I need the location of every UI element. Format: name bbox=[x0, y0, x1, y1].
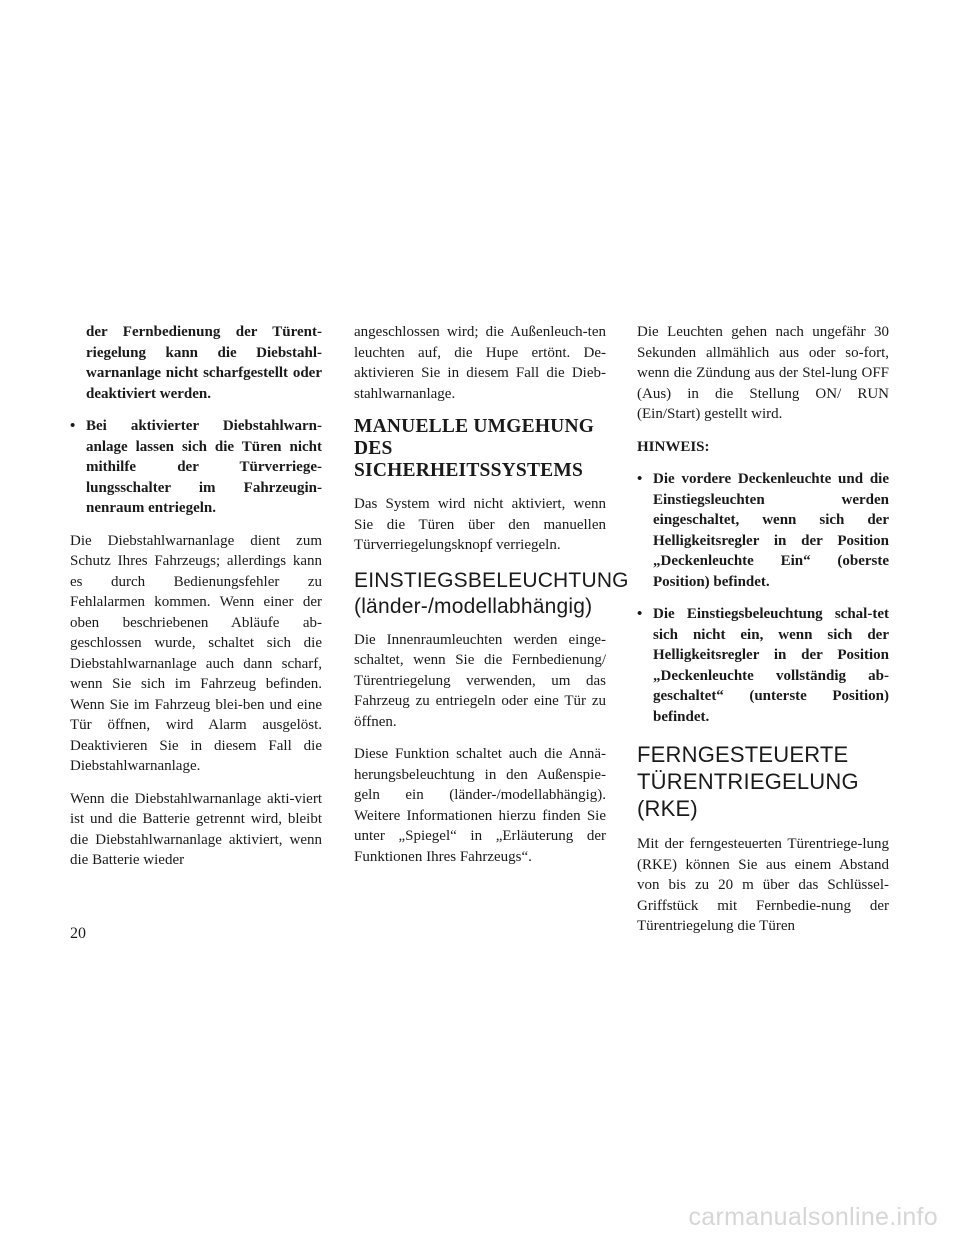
continued-bullet-text: der Fernbedienung der Türent-riegelung kann die Diebstahl-warnanlage nicht scharfgestellt oder deaktiviert werden. bbox=[86, 324, 322, 402]
bullet-icon: • bbox=[70, 418, 76, 434]
section-heading-rke bbox=[637, 741, 889, 822]
paragraph: Diese Funktion schaltet auch die Annä-herungsbeleuchtung in den Außenspie-geln ein (länder-/modellabhängig). Weitere Informationen hierzu finden Sie unter „Spiegel“ in „Erläuterung der Funktionen Ihres Fahrzeugs“. bbox=[354, 746, 606, 865]
heading-line: TÜRENTRIEGELUNG bbox=[637, 769, 859, 794]
section-heading-manual-override: MANUELLE UMGEHUNG DES SICHERHEITSSYSTEMS bbox=[354, 416, 595, 481]
paragraph: Wenn die Diebstahlwarnanlage akti-viert ist und die Batterie getrennt wird, bleibt die Diebstahlwarnanlage aktiviert, wenn die Batterie wieder bbox=[70, 790, 322, 868]
column-1 bbox=[70, 322, 322, 883]
paragraph: Die Innenraumleuchten werden einge-schaltet, wenn Sie die Fernbedienung/ Türentriegelung verwenden, um das Fahrzeug zu entriegeln oder eine Tür zu öffnen. bbox=[354, 631, 606, 730]
bullet-icon: • bbox=[637, 471, 643, 487]
note-label: HINWEIS: bbox=[637, 438, 710, 455]
paragraph: Die Leuchten gehen nach ungefähr 30 Sekunden allmählich aus oder so-fort, wenn die Zündung aus der Stel-lung OFF (Aus) in die Stellung ON/ RUN (Ein/Start) gestellt wird. bbox=[637, 324, 889, 422]
column-3 bbox=[637, 322, 889, 949]
paragraph: angeschlossen wird; die Außenleuch-ten leuchten auf, die Hupe ertönt. De-aktivieren Sie in diesem Fall die Dieb-stahlwarnanlage. bbox=[354, 324, 606, 402]
bullet-item bbox=[637, 469, 889, 592]
watermark-text: carmanualsonline.info bbox=[688, 1203, 938, 1231]
heading-line: (länder-/modellabhängig) bbox=[354, 594, 593, 618]
bullet-icon: • bbox=[637, 606, 643, 622]
paragraph: Mit der ferngesteuerten Türentriege-lung (RKE) können Sie aus einem Abstand von bis zu 20 m über das Schlüssel-Griffstück mit Fernbedie-nung der Türentriegelung die Türen bbox=[637, 836, 889, 934]
bullet-text: Die vordere Deckenleuchte und die Einstiegsleuchten werden eingeschaltet, wenn sich der Helligkeitsregler in der Position „Deckenleuchte Ein“ (oberste Position) befindet. bbox=[653, 471, 889, 590]
bullet-text: Bei aktivierter Diebstahlwarn-anlage lassen sich die Türen nicht mithilfe der Türverriege-lungsschalter im Fahrzeugin-nenraum entriegeln. bbox=[86, 418, 322, 516]
bullet-item bbox=[637, 604, 889, 727]
paragraph: Die Diebstahlwarnanlage dient zum Schutz Ihres Fahrzeugs; allerdings kann es durch Bedienungsfehler zu Fehlalarmen kommen. Wenn einer der oben beschriebenen Abläufe ab-geschlossen wurde, schaltet sich die Diebstahlwarnanlage auch dann scharf, wenn Sie sich im Fahrzeug befinden. Wenn Sie im Fahrzeug blei-ben und eine Tür öffnen, wird Alarm ausgelöst. Deaktivieren Sie in diesem Fall die Diebstahlwarnanlage. bbox=[70, 532, 322, 774]
bullet-text: Die Einstiegsbeleuchtung schal-tet sich nicht ein, wenn sich der Helligkeitsregler in der Position „Deckenleuchte vollständig ab-geschaltet“ (unterste Position) befindet. bbox=[653, 606, 889, 725]
bullet-item bbox=[70, 416, 322, 519]
page-number: 20 bbox=[70, 925, 86, 942]
paragraph: Das System wird nicht aktiviert, wenn Sie die Türen über den manuellen Türverriegelungsknopf verriegeln. bbox=[354, 496, 606, 553]
heading-line: FERNGESTEUERTE bbox=[637, 742, 849, 767]
heading-line: EINSTIEGSBELEUCHTUNG bbox=[354, 568, 629, 592]
heading-line: (RKE) bbox=[637, 796, 698, 821]
section-heading-entry-lighting bbox=[354, 568, 629, 620]
column-2 bbox=[354, 322, 629, 879]
